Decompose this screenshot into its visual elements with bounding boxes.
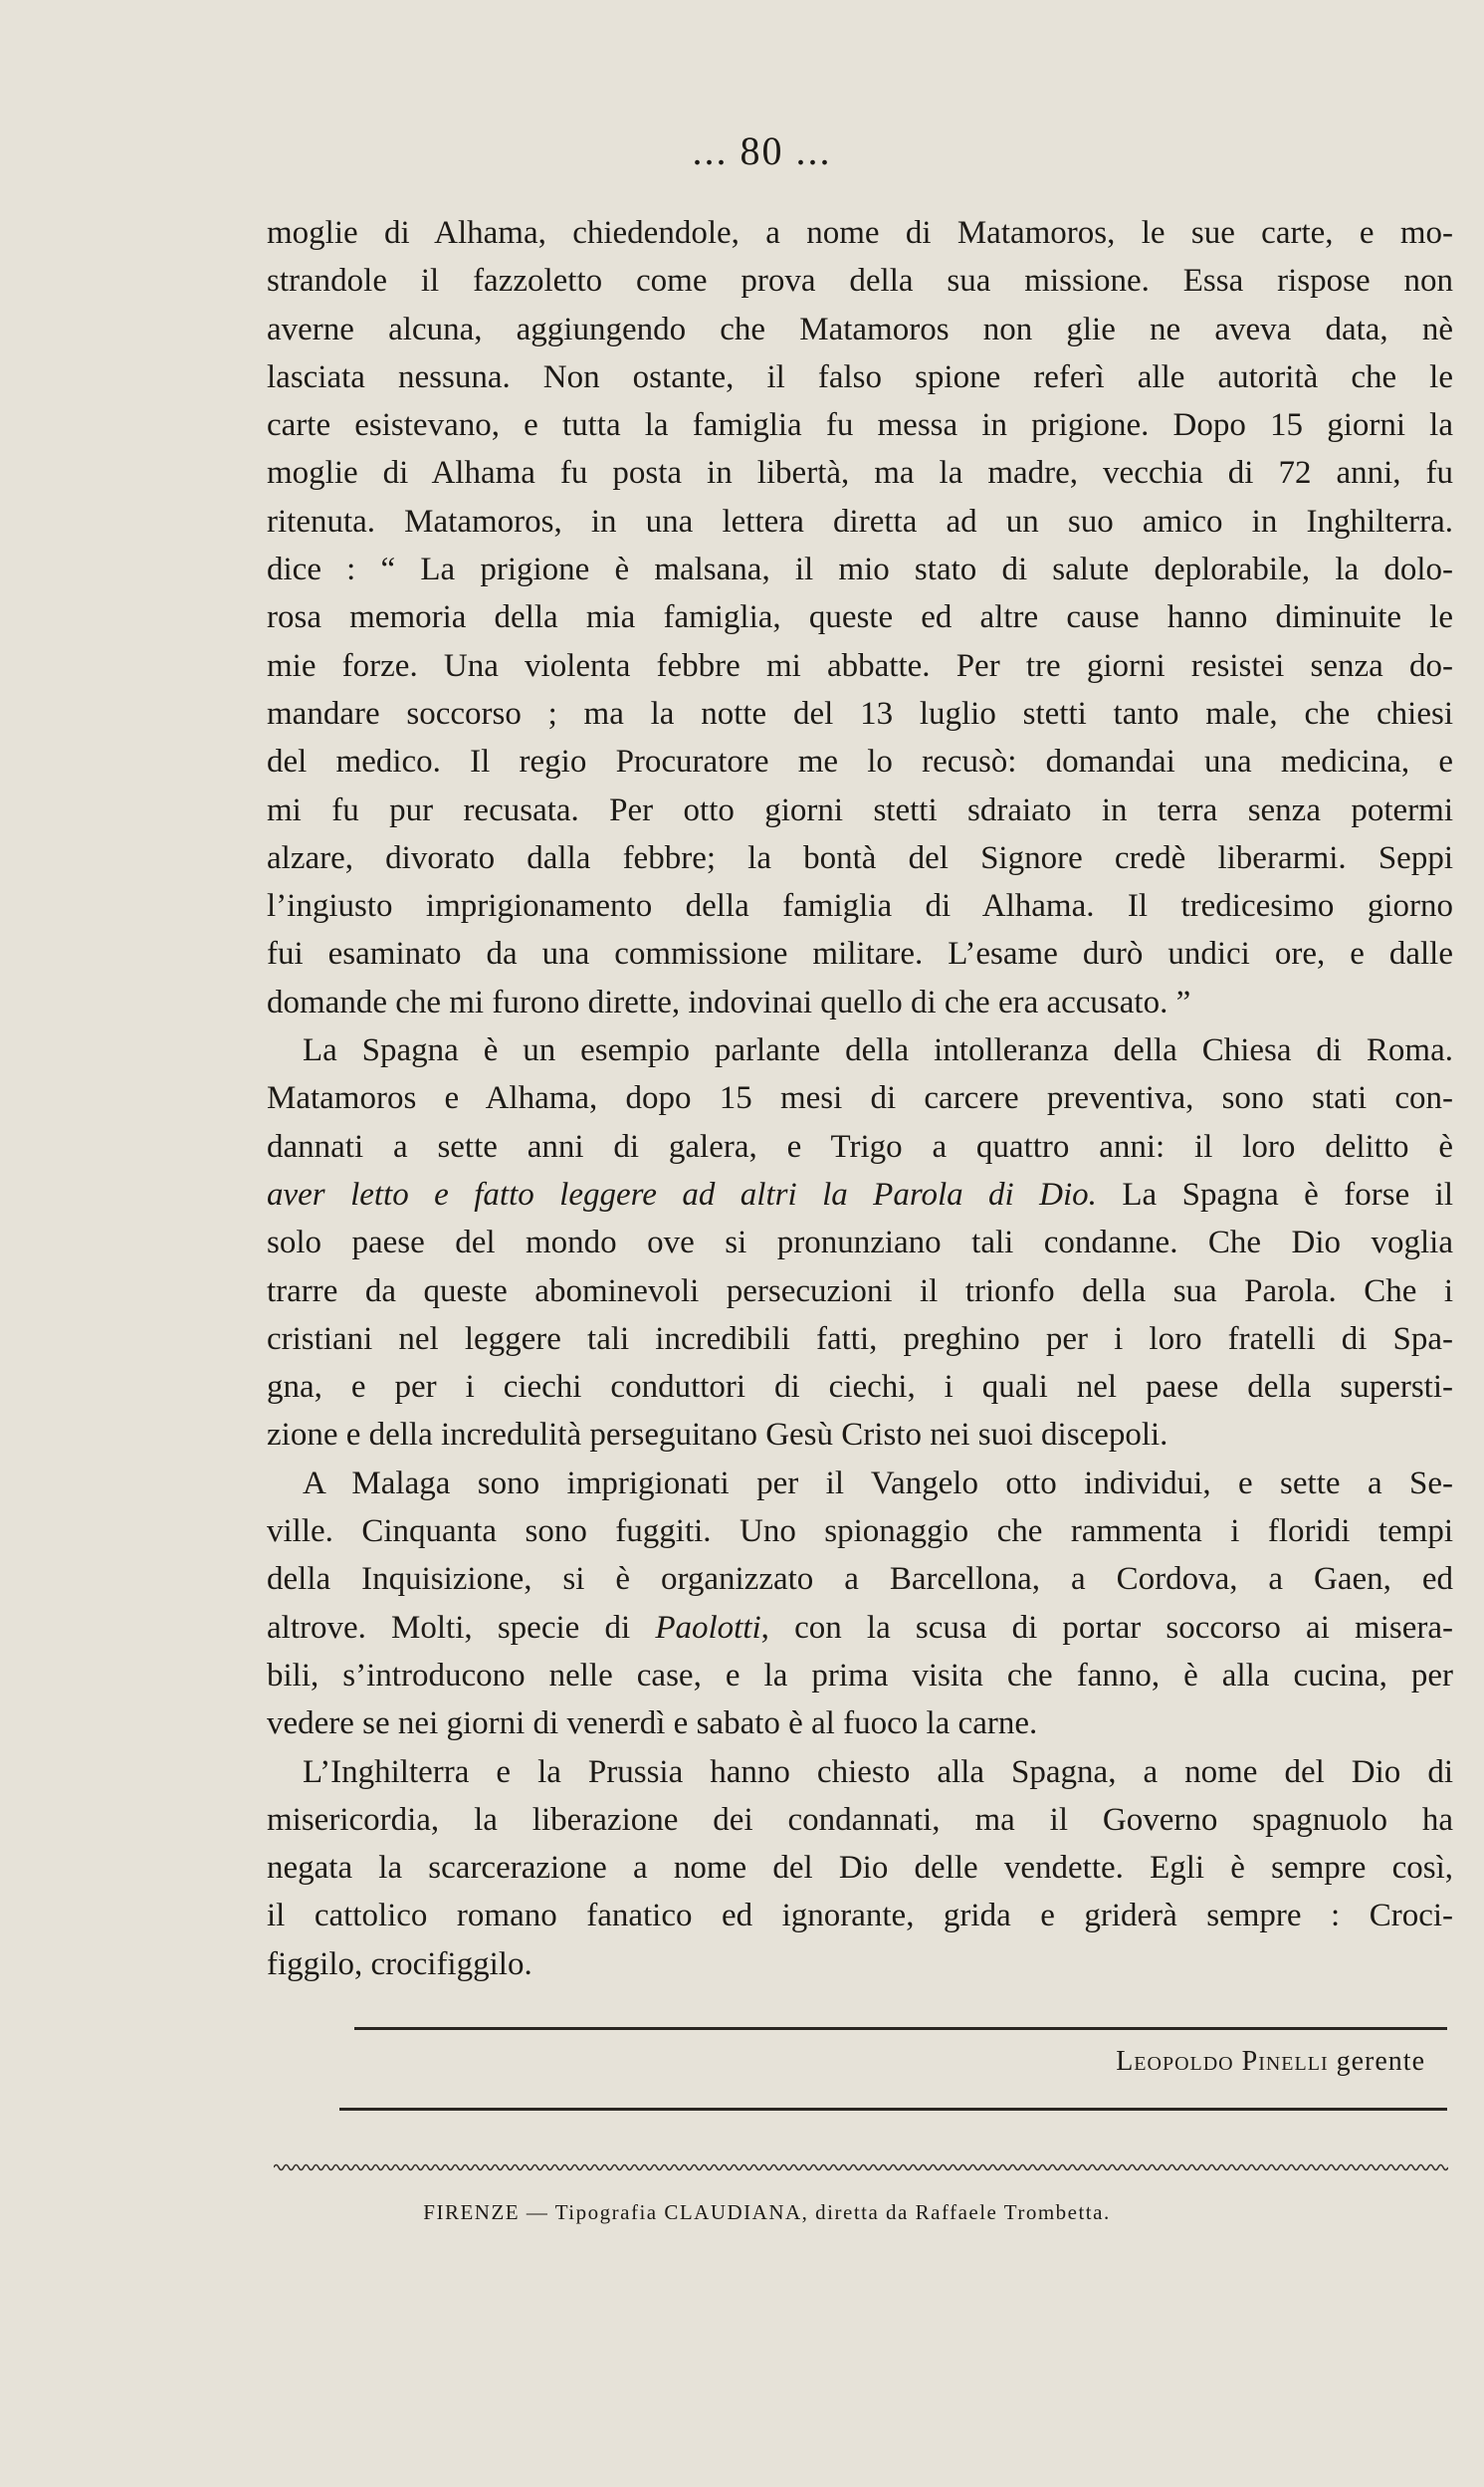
- text-line: del medico. Il regio Procuratore me lo recusò: domandai una medicina, e: [267, 744, 1453, 781]
- signature-role: gerente: [1336, 2046, 1425, 2077]
- text-line: averne alcuna, aggiungendo che Matamoros non glie ne aveva data, nè: [267, 311, 1453, 347]
- text-line: dannati a sette anni di galera, e Trigo a quattro anni: il loro delitto è: [267, 1128, 1453, 1165]
- signature: [0, 2046, 1425, 2078]
- text-line: alzare, divorato dalla febbre; la bontà del Signore credè liberarmi. Seppi: [267, 839, 1453, 876]
- text-line: l’ingiusto imprigionamento della famiglia di Alhama. Il tredicesimo giorno: [267, 888, 1453, 925]
- text-line: negata la scarcerazione a nome del Dio delle vendette. Egli è sempre così,: [267, 1850, 1453, 1887]
- text-line: vedere se nei giorni di venerdì e sabato è al fuoco la carne.: [267, 1705, 1038, 1742]
- text-line: figgilo, crocifiggilo.: [267, 1945, 532, 1982]
- text-line: La Spagna è un esempio parlante della intolleranza della Chiesa di Roma.: [303, 1032, 1453, 1069]
- text-line: lasciata nessuna. Non ostante, il falso spione referì alle autorità che le: [267, 358, 1453, 395]
- text-line: carte esistevano, e tutta la famiglia fu messa in prigione. Dopo 15 giorni la: [267, 407, 1453, 444]
- text-line: strandole il fazzoletto come prova della sua missione. Essa rispose non: [267, 263, 1453, 300]
- text-line: L’Inghilterra e la Prussia hanno chiesto alla Spagna, a nome del Dio di: [303, 1753, 1453, 1790]
- text-line: rosa memoria della mia famiglia, queste ed altre cause hanno diminuite le: [267, 599, 1453, 636]
- text-line: aver letto e fatto leggere ad altri la Parola di Dio. La Spagna è forse il: [267, 1176, 1454, 1213]
- text-line: fui esaminato da una commissione militare. L’esame durò undici ore, e dalle: [267, 936, 1453, 973]
- wavy-ornament-rule: [274, 2160, 1448, 2174]
- text-line: ville. Cinquanta sono fuggiti. Uno spionaggio che rammenta i floridi tempi: [267, 1513, 1453, 1550]
- text-line: cristiani nel leggere tali incredibili fatti, preghino per i loro fratelli di Spa-: [267, 1320, 1453, 1357]
- text-line: della Inquisizione, si è organizzato a Barcellona, a Cordova, a Gaen, ed: [267, 1561, 1453, 1598]
- text-line: Matamoros e Alhama, dopo 15 mesi di carcere preventiva, sono stati con-: [267, 1080, 1453, 1117]
- text-line: misericordia, la liberazione dei condannati, ma il Governo spagnuolo ha: [267, 1801, 1453, 1838]
- text-line: il cattolico romano fanatico ed ignorante, grida e griderà sempre : Croci-: [267, 1898, 1453, 1934]
- text-line: mi fu pur recusata. Per otto giorni stetti sdraiato in terra senza potermi: [267, 791, 1453, 828]
- printer-imprint: FIRENZE — Tipografia CLAUDIANA, diretta da Raffaele Trombetta.: [423, 2200, 1111, 2224]
- paragraph: [267, 1026, 1453, 1460]
- divider-bottom: [339, 2108, 1447, 2111]
- page-number: ... 80 ...: [692, 128, 832, 173]
- article-body: [267, 209, 1453, 1988]
- text-line: solo paese del mondo ove si pronunziano tali condanne. Che Dio voglia: [267, 1225, 1453, 1261]
- text-line: gna, e per i ciechi conduttori di ciechi, i quali nel paese della supersti-: [267, 1369, 1453, 1406]
- paragraph: [267, 1460, 1453, 1748]
- text-line: zione e della incredulità perseguitano Gesù Cristo nei suoi discepoli.: [267, 1417, 1168, 1454]
- text-line: dice : “ La prigione è malsana, il mio stato di salute deplorabile, la dolo-: [267, 552, 1453, 588]
- paragraph: [267, 209, 1453, 1026]
- signature-name: Leopoldo Pinelli: [1116, 2046, 1329, 2077]
- text-line: altrove. Molti, specie di Paolotti, con la scusa di portar soccorso ai misera-: [267, 1609, 1453, 1646]
- text-line: mie forze. Una violenta febbre mi abbatte. Per tre giorni resistei senza do-: [267, 647, 1453, 684]
- text-line: A Malaga sono imprigionati per il Vangelo otto individui, e sette a Se-: [303, 1465, 1453, 1501]
- text-line: bili, s’introducono nelle case, e la prima visita che fanno, è alla cucina, per: [267, 1657, 1453, 1694]
- text-line: moglie di Alhama fu posta in libertà, ma la madre, vecchia di 72 anni, fu: [267, 455, 1453, 492]
- text-line: trarre da queste abominevoli persecuzioni il trionfo della sua Parola. Che i: [267, 1272, 1453, 1309]
- text-line: domande che mi furono dirette, indovinai quello di che era accusato. ”: [267, 984, 1191, 1020]
- paragraph: [267, 1748, 1453, 1988]
- divider-top: [354, 2027, 1447, 2030]
- text-line: ritenuta. Matamoros, in una lettera diretta ad un suo amico in Inghilterra.: [267, 503, 1453, 540]
- text-line: mandare soccorso ; ma la notte del 13 luglio stetti tanto male, che chiesi: [267, 695, 1453, 732]
- text-line: moglie di Alhama, chiedendole, a nome di Matamoros, le sue carte, e mo-: [267, 215, 1453, 251]
